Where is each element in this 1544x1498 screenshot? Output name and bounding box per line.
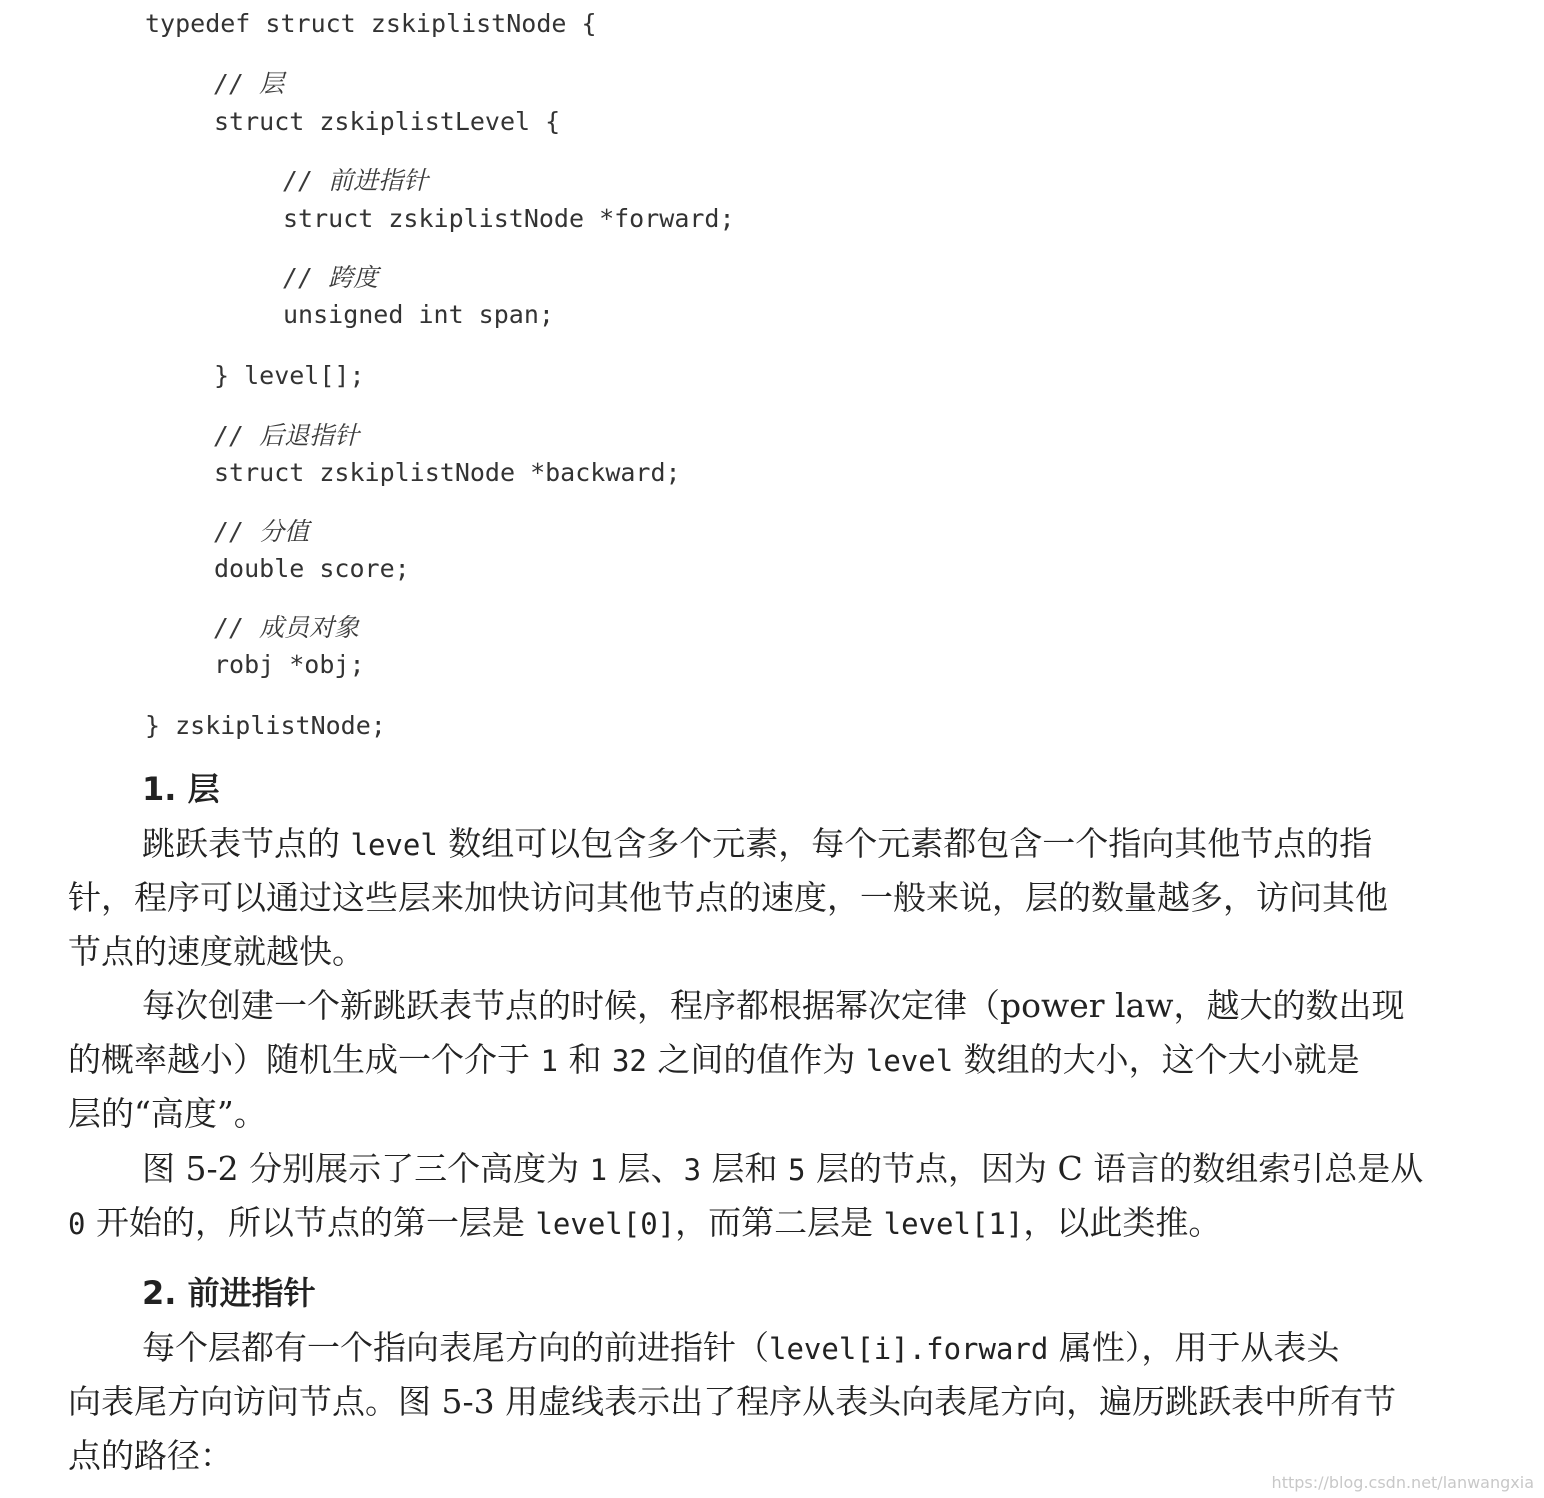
text-run: 数组的大小，这个大小就是 bbox=[953, 1040, 1360, 1079]
paragraph-line: 向表尾方向访问节点。图 5-3 用虚线表示出了程序从表头向表尾方向，遍历跳跃表中所有节 bbox=[68, 1382, 1397, 1421]
text-run: 层、 bbox=[607, 1149, 684, 1188]
inline-code: 32 bbox=[611, 1044, 647, 1078]
inline-code: 1 bbox=[540, 1044, 558, 1078]
paragraph-line: 针，程序可以通过这些层来加快访问其他节点的速度，一般来说，层的数量越多，访问其他 bbox=[68, 878, 1388, 917]
paragraph-line: 点的路径： bbox=[68, 1436, 233, 1475]
code-line: struct zskiplistLevel { bbox=[214, 107, 561, 136]
text-run: 图 5-2 分别展示了三个高度为 bbox=[142, 1149, 590, 1188]
inline-code: 5 bbox=[788, 1153, 806, 1187]
text-run: 属性），用于从表头 bbox=[1048, 1328, 1340, 1367]
section-heading-forward-pointer: 2. 前进指针 bbox=[142, 1274, 316, 1312]
text-run: 的概率越小）随机生成一个介于 bbox=[68, 1040, 541, 1079]
paragraph-line bbox=[142, 817, 1372, 871]
paragraph-line bbox=[142, 1142, 1423, 1196]
code-comment: // 后退指针 bbox=[214, 421, 360, 450]
text-run: 跳跃表节点的 bbox=[142, 824, 351, 863]
text-run: 层和 bbox=[701, 1149, 789, 1188]
text-run: 和 bbox=[557, 1040, 612, 1079]
text-run: 之间的值作为 bbox=[646, 1040, 866, 1079]
code-line: robj *obj; bbox=[214, 650, 365, 679]
inline-code: 0 bbox=[68, 1207, 86, 1241]
code-line: } zskiplistNode; bbox=[145, 711, 386, 740]
section-heading-level: 1. 层 bbox=[142, 770, 220, 808]
text-run: 开始的，所以节点的第一层是 bbox=[85, 1203, 536, 1242]
text-run: 层的节点，因为 C 语言的数组索引总是从 bbox=[805, 1149, 1424, 1188]
paragraph-line: 层的“高度”。 bbox=[68, 1094, 267, 1133]
paragraph-line: 节点的速度就越快。 bbox=[68, 932, 365, 971]
code-line: typedef struct zskiplistNode { bbox=[145, 9, 597, 38]
inline-code: 3 bbox=[683, 1153, 702, 1187]
inline-code: level[0] bbox=[535, 1207, 676, 1241]
code-comment: // 分值 bbox=[214, 517, 310, 546]
paragraph-line bbox=[68, 1196, 1221, 1250]
code-line: double score; bbox=[214, 554, 410, 583]
inline-code: level[1] bbox=[883, 1207, 1024, 1241]
inline-code: 1 bbox=[589, 1153, 608, 1187]
code-line: struct zskiplistNode *backward; bbox=[214, 458, 681, 487]
code-comment: // 前进指针 bbox=[283, 166, 429, 195]
inline-code: level[i].forward bbox=[769, 1332, 1049, 1366]
watermark: https://blog.csdn.net/lanwangxia bbox=[1271, 1473, 1534, 1492]
text-run: 数组可以包含多个元素，每个元素都包含一个指向其他节点的指 bbox=[437, 824, 1373, 863]
code-comment: // 跨度 bbox=[283, 263, 379, 292]
text-run: ，以此类推。 bbox=[1023, 1203, 1222, 1242]
inline-code: level bbox=[865, 1044, 954, 1078]
code-line: struct zskiplistNode *forward; bbox=[283, 204, 735, 233]
code-comment: // 成员对象 bbox=[214, 613, 360, 642]
paragraph-line bbox=[68, 1033, 1360, 1087]
code-line: unsigned int span; bbox=[283, 300, 554, 329]
text-run: 每个层都有一个指向表尾方向的前进指针（ bbox=[142, 1328, 769, 1367]
paragraph-line: 每次创建一个新跳跃表节点的时候，程序都根据幂次定律（power law，越大的数出现 bbox=[142, 986, 1405, 1025]
paragraph-line bbox=[142, 1321, 1339, 1375]
inline-code: level bbox=[350, 828, 438, 862]
code-listing bbox=[0, 0, 1544, 740]
text-run: ，而第二层是 bbox=[675, 1203, 884, 1242]
code-comment: // 层 bbox=[214, 69, 285, 98]
code-line: } level[]; bbox=[214, 361, 365, 390]
